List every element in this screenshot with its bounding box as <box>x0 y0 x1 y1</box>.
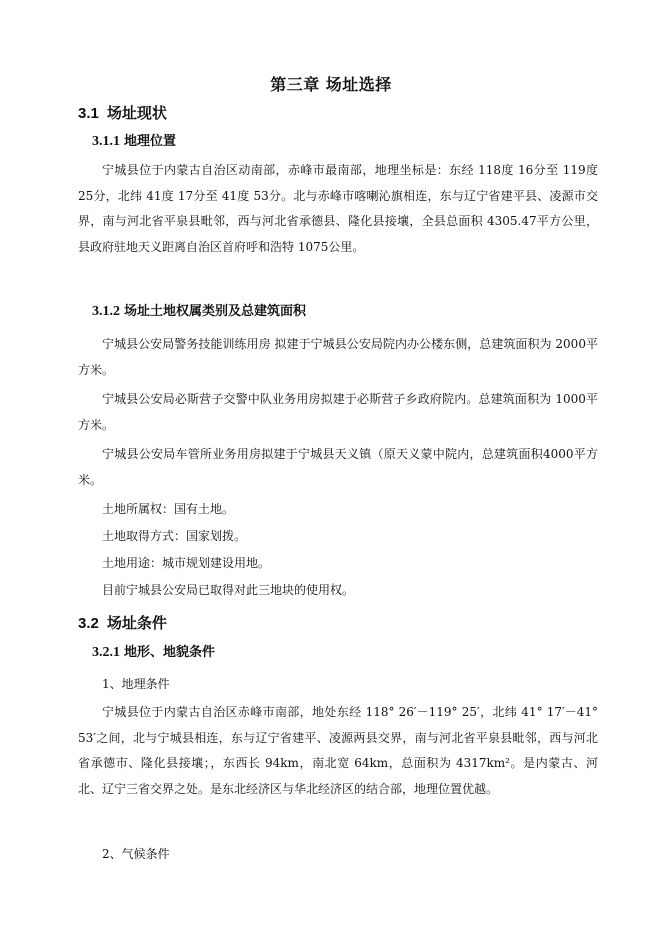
section-number: 3.2.1 <box>92 645 120 660</box>
section-3-1-heading <box>78 102 167 123</box>
section-title: 场址土地权属类别及总建筑面积 <box>124 304 307 319</box>
section-3-1-2-heading <box>92 300 306 320</box>
subheading-climate: 2、气候条件 <box>102 847 170 861</box>
paragraph-geography: 宁城县位于内蒙古自治区赤峰市南部，地处东经 118° 26′－119° 25′，北纬 41° 17′－41° 53′之间，北与宁城县相连，东与辽宁省建平、凌源两县交界，南与河北省平泉县毗邻，西与河北省承德市、隆化县接壤；，东西长 94km，南北宽 64km，总面积为 4317km²。是内蒙古、河北、辽宁三省交界之处。是东北经济区与华北经济区的结合部，地理位置优越。 <box>78 705 598 796</box>
paragraph-traffic-squad-building: 宁城县公安局必斯营子交警中队业务用房拟建于必斯营子乡政府院内。总建筑面积为 1000平方米。 <box>78 392 598 432</box>
section-3-2-heading <box>78 612 167 633</box>
land-ownership-line: 土地所属权：国有土地。 <box>102 502 235 516</box>
section-3-2-1-heading <box>92 641 215 661</box>
section-number: 3.2 <box>78 615 99 632</box>
section-3-1-1-heading <box>92 130 176 150</box>
land-use-line: 土地用途：城市规划建设用地。 <box>102 556 271 570</box>
land-acquisition-line: 土地取得方式：国家划拨。 <box>102 529 247 543</box>
section-title: 地形、地貌条件 <box>124 645 216 660</box>
section-number: 3.1.1 <box>92 134 120 149</box>
paragraph-location: 宁城县位于内蒙古自治区动南部，赤峰市最南部，地理坐标是：东经 118度 16分至 119度 25分，北纬 41度 17分至 41度 53分。北与赤峰市喀喇沁旗相连，东与辽宁省建平县、凌源市交界，南与河北省平泉县毗邻，西与河北省承德县、隆化县接壤，全县总面积 4305.47平方公里，县政府驻地天义距离自治区首府呼和浩特 1075公里。 <box>78 163 598 254</box>
land-rights-line: 目前宁城县公安局已取得对此三地块的使用权。 <box>102 583 355 597</box>
section-title: 场址条件 <box>106 614 167 632</box>
paragraph-vehicle-office-building: 宁城县公安局车管所业务用房拟建于宁城县天义镇（原天义蒙中院内，总建筑面积4000平方米。 <box>78 447 598 487</box>
paragraph-training-building: 宁城县公安局警务技能训练用房 拟建于宁城县公安局院内办公楼东侧，总建筑面积为 2000平方米。 <box>78 337 598 377</box>
subheading-geography: 1、地理条件 <box>102 677 170 691</box>
chapter-title: 第三章 场址选择 <box>270 75 392 94</box>
section-title: 地理位置 <box>124 134 177 149</box>
section-number: 3.1.2 <box>92 304 120 319</box>
section-title: 场址现状 <box>106 104 167 122</box>
section-number: 3.1 <box>78 105 99 122</box>
